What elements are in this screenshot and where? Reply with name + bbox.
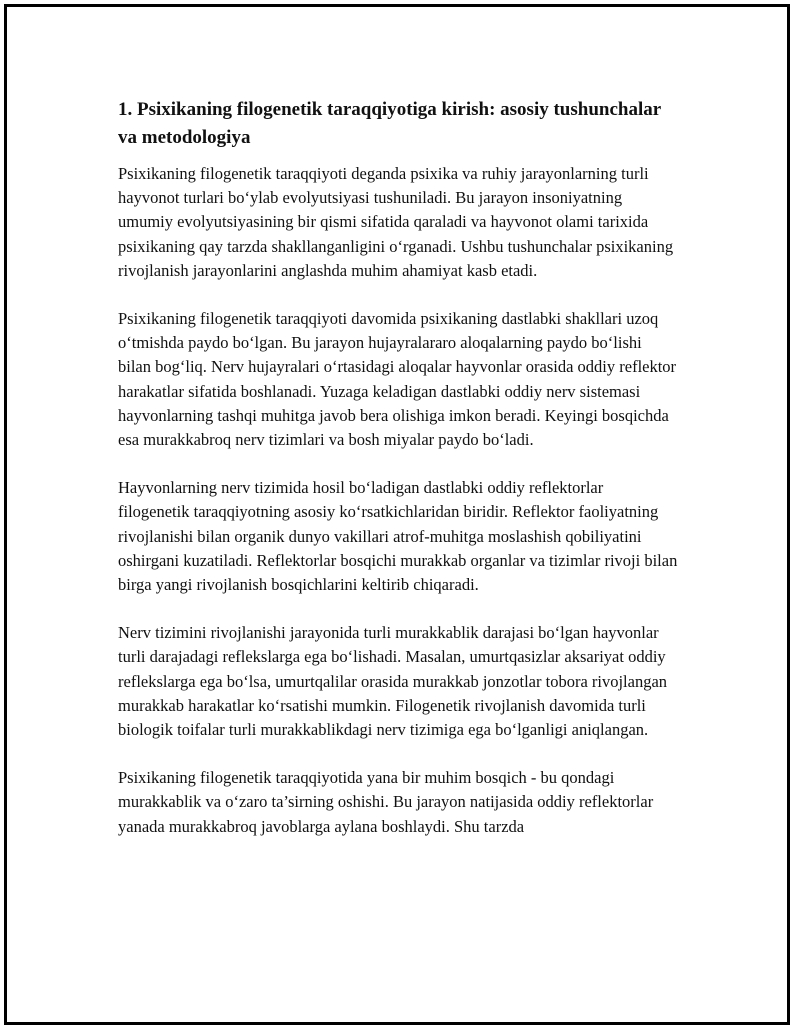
paragraph-3: Hayvonlarning nerv tizimida hosil bo‘ladigan dastlabki oddiy reflektorlar filogenetik taraqqiyotning asosiy ko‘rsatkichlaridan biridir. Reflektor faoliyatning rivojlanishi bilan organik dunyo vakillari atrof-muhitga moslashish qobiliyatini oshirgani kuzatiladi. Reflektorlar bosqichi murakkab organlar va tizimlar rivoji bilan birga yangi rivojlanish bosqichlarini keltirib chiqaradi. bbox=[118, 478, 678, 595]
document-body bbox=[118, 96, 678, 863]
section-heading: 1. Psixikaning filogenetik taraqqiyotiga kirish: asosiy tushunchalar va metodologiya bbox=[118, 99, 661, 148]
paragraph-1: Psixikaning filogenetik taraqqiyoti deganda psixika va ruhiy jarayonlarning turli hayvonot turlari bo‘ylab evolyutsiyasi tushuniladi. Bu jarayon insoniyatning umumiy evolyutsiyasining bir qismi sifatida qaraladi va hayvonot olami tarixida psixikaning qay tarzda shakllanganligini o‘rganadi. Ushbu tushunchalar psixikaning rivojlanish jarayonlarini anglashda muhim ahamiyat kasb etadi. bbox=[118, 164, 674, 280]
paragraph-5: Psixikaning filogenetik taraqqiyotida yana bir muhim bosqich - bu qondagi murakkablik va o‘zaro ta’sirning oshishi. Bu jarayon natijasida oddiy reflektorlar yanada murakkabroq javoblarga aylana boshlaydi. Shu tarzda bbox=[118, 768, 654, 836]
paragraph-2: Psixikaning filogenetik taraqqiyoti davomida psixikaning dastlabki shakllari uzoq o‘tmishda paydo bo‘lgan. Bu jarayon hujayralararo aloqalarning paydo bo‘lishi bilan bog‘liq. Nerv hujayralari o‘rtasidagi aloqalar hayvonlar orasida oddiy reflektor harakatlar sifatida boshlanadi. Yuzaga keladigan dastlabki oddiy nerv sistemasi hayvonlarning tashqi muhitga javob bera olishiga imkon beradi. Keyingi bosqichda esa murakkabroq nerv tizimlari va bosh miyalar paydo bo‘ladi. bbox=[118, 309, 677, 450]
paragraph-4: Nerv tizimini rivojlanishi jarayonida turli murakkablik darajasi bo‘lgan hayvonlar turli darajadagi reflekslarga ega bo‘lishadi. Masalan, umurtqasizlar aksariyat oddiy reflekslarga ega bo‘lsa, umurtqalilar orasida murakkab jonzotlar tobora rivojlangan murakkab harakatlar ko‘rsatishi mumkin. Filogenetik rivojlanish davomida turli biologik toifalar turli murakkablikdagi nerv tizimiga ega bo‘lganligi aniqlangan. bbox=[118, 623, 668, 740]
